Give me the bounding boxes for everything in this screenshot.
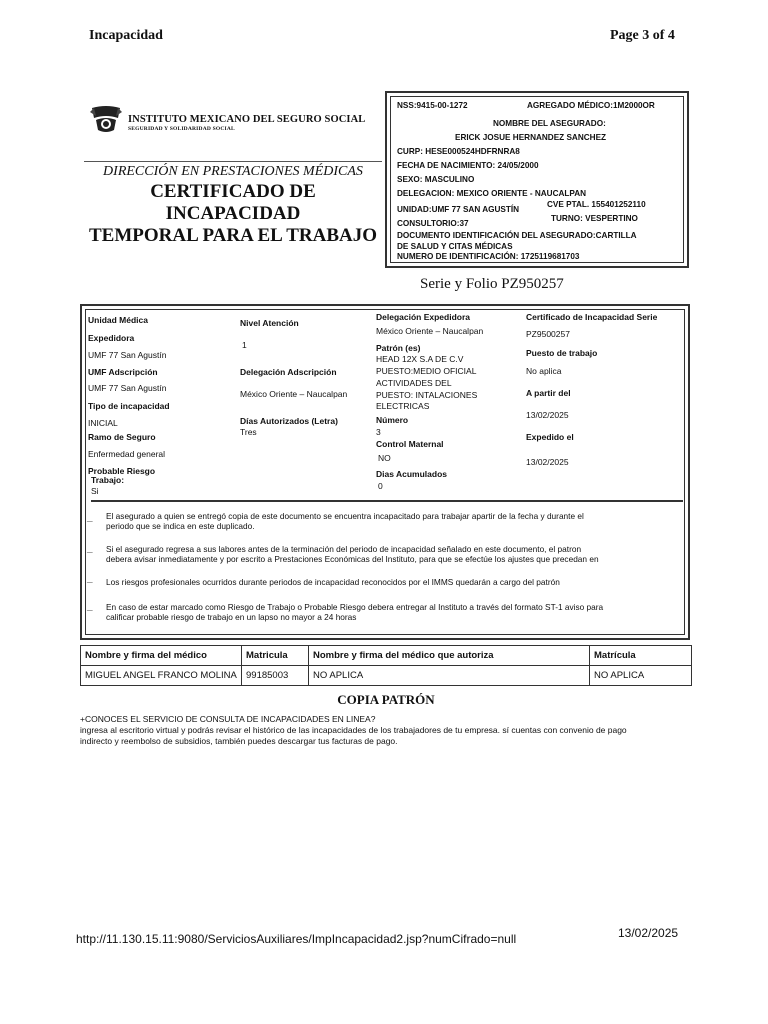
promo-line3: indirecto y reembolso de subsidios, también puedes descargar tus facturas de pago. (80, 736, 398, 746)
umf-value: UMF 77 San Agustín (88, 383, 167, 393)
nivel-label: Nivel Atención (240, 318, 299, 328)
promo-line2: ingresa al escritorio virtual y podrás revisar el histórico de las incapacidades de los trabajadores de tu empresa. sí cuentas con convenio de pago (80, 725, 627, 735)
note-2-line2: debera avisar inmediatamente y por escrito a Prestaciones Económicas del Instituto, para que se efectúe los ajustes que precedan en (106, 554, 599, 564)
patron-value: HEAD 12X S.A DE C.V (376, 354, 464, 364)
actividades-line2: PUESTO: INTALACIONES (376, 390, 478, 400)
note-4 (106, 602, 603, 622)
doctor-name: MIGUEL ANGEL FRANCO MOLINA (81, 666, 242, 686)
actividades-line3: ELECTRICAS (376, 401, 430, 411)
delegacion-expedidora-label: Delegación Expedidora (376, 312, 470, 322)
apartir-value: 13/02/2025 (526, 410, 569, 420)
delegacion-adscripcion-value: México Oriente – Naucalpan (240, 389, 348, 399)
insured-info-box (385, 91, 689, 268)
dias-acumulados-label: Dias Acumulados (376, 469, 448, 479)
id-document-line1: DOCUMENTO IDENTIFICACIÓN DEL ASEGURADO:CARTILLA (397, 231, 637, 240)
imss-eagle-logo-icon (88, 104, 124, 136)
note-bullet-2: _ (87, 543, 93, 554)
note-1 (106, 511, 584, 531)
puesto-value: No aplica (526, 366, 562, 376)
note-bullet-4: _ (87, 601, 93, 612)
control-maternal-value: NO (378, 453, 391, 463)
id-document-line2: DE SALUD Y CITAS MÉDICAS (397, 242, 513, 251)
title-divider (84, 161, 382, 162)
cert-serie-value: PZ9500257 (526, 329, 570, 339)
page-indicator: Page 3 of 4 (610, 28, 675, 43)
signature-header-row (81, 646, 692, 666)
doctor-name-header: Nombre y firma del médico (81, 646, 242, 666)
tipo-label: Tipo de incapacidad (88, 401, 170, 411)
agregado-medico: AGREGADO MÉDICO:1M2000OR (527, 101, 655, 110)
numero-label: Número (376, 415, 409, 425)
delegacion-expedidora-value: México Oriente – Naucalpan (376, 326, 484, 336)
institution-subtitle: SEGURIDAD Y SOLIDARIDAD SOCIAL (128, 126, 235, 132)
curp: CURP: HESE000524HDFRNRA8 (397, 147, 520, 156)
doctor-matricula-header: Matricula (242, 646, 309, 666)
doctor-matricula: 99185003 (242, 666, 309, 686)
nivel-value: 1 (242, 340, 247, 350)
dias-autorizados-value: Tres (240, 427, 257, 437)
postal-code: CVE PTAL. 155401252110 (547, 200, 646, 209)
authorizing-matricula-header: Matrícula (590, 646, 692, 666)
expedido-value: 13/02/2025 (526, 457, 569, 467)
riesgo-label-line2: Trabajo: (91, 475, 125, 485)
actividades-line1: ACTIVIDADES DEL (376, 378, 452, 388)
institution-name: INSTITUTO MEXICANO DEL SEGURO SOCIAL (128, 114, 366, 125)
unidad-medica-label: Unidad Médica (88, 315, 148, 325)
signature-table (80, 645, 692, 686)
unit: UNIDAD:UMF 77 SAN AGUSTÍN (397, 205, 520, 214)
expedido-label: Expedido el (526, 432, 574, 442)
delegation: DELEGACION: MEXICO ORIENTE - NAUCALPAN (397, 189, 587, 198)
certificate-title-line2: TEMPORAL PARA EL TRABAJO (88, 225, 378, 246)
authorizing-doctor: NO APLICA (309, 666, 590, 686)
patron-label: Patrón (es) (376, 343, 421, 353)
dias-acumulados-value: 0 (378, 481, 383, 491)
footer-date: 13/02/2025 (618, 926, 679, 940)
header-title: Incapacidad (89, 28, 163, 43)
sex: SEXO: MASCULINO (397, 175, 475, 184)
expedidora-value: UMF 77 San Agustín (88, 350, 167, 360)
tipo-value: INICIAL (88, 418, 118, 428)
delegacion-adscripcion-label: Delegación Adscripción (240, 367, 337, 377)
consultorio: CONSULTORIO:37 (397, 219, 469, 228)
control-maternal-label: Control Maternal (376, 439, 444, 449)
expedidora-label: Expedidora (88, 333, 135, 343)
certificate-title-line1: CERTIFICADO DE INCAPACIDAD (150, 181, 316, 224)
note-4-line2: calificar probable riesgo de trabajo en un lapso no mayor a 24 horas (106, 612, 357, 622)
note-1-line1: El asegurado a quien se entregó copia de este documento se encuentra incapacitado para trabajar apartir de la fecha y durante el (106, 511, 584, 521)
cert-serie-label: Certificado de Incapacidad Serie (526, 312, 658, 322)
note-4-line1: En caso de estar marcado como Riesgo de Trabajo o Probable Riesgo debera entregar al Instituto a través del formato ST-1 aviso para (106, 602, 604, 612)
riesgo-label-line1: Probable Riesgo (88, 466, 156, 476)
signature-value-row (81, 666, 692, 686)
authorizing-doctor-header: Nombre y firma del médico que autoriza (309, 646, 590, 666)
note-2-line1: Si el asegurado regresa a sus labores antes de la terminación del periodo de incapacidad señalado en este documento, el patron (106, 544, 582, 554)
direction-heading: DIRECCIÓN EN PRESTACIONES MÉDICAS (103, 164, 363, 179)
ramo-label: Ramo de Seguro (88, 432, 156, 442)
insured-name-label: NOMBRE DEL ASEGURADO: (493, 119, 606, 128)
promo-text (80, 714, 690, 747)
insured-name: ERICK JOSUE HERNANDEZ SANCHEZ (455, 133, 607, 142)
footer-url: http://11.130.15.11:9080/ServiciosAuxiliares/ImpIncapacidad2.jsp?numCifrado=null (76, 932, 517, 946)
riesgo-value: Si (91, 486, 99, 496)
copy-label: COPIA PATRÓN (337, 692, 435, 707)
dias-autorizados-label: Días Autorizados (Letra) (240, 416, 338, 426)
note-2 (106, 544, 599, 564)
ramo-value: Enfermedad general (88, 449, 166, 459)
authorizing-matricula: NO APLICA (590, 666, 692, 686)
certificate-title (84, 181, 382, 247)
turno: TURNO: VESPERTINO (551, 214, 638, 223)
umf-label: UMF Adscripción (88, 367, 158, 377)
nss: NSS:9415-00-1272 (397, 101, 468, 110)
note-1-line2: periodo que se indica en este duplicado. (106, 521, 255, 531)
note-bullet-3: _ (87, 573, 93, 584)
puesto-medio-value: PUESTO:MEDIO OFICIAL (376, 366, 477, 376)
id-number: NUMERO DE IDENTIFICACIÓN: 1725119681703 (397, 252, 580, 261)
details-separator (91, 500, 683, 502)
note-bullet-1: _ (87, 512, 93, 523)
puesto-label: Puesto de trabajo (526, 348, 598, 358)
apartir-label: A partir del (526, 388, 571, 398)
promo-line1: +CONOCES EL SERVICIO DE CONSULTA DE INCAPACIDADES EN LINEA? (80, 714, 376, 724)
numero-value: 3 (376, 427, 381, 437)
note-3: Los riesgos profesionales ocurridos durante periodos de incapacidad reconocidos por el IMMS quedarán a cargo del patrón (106, 577, 560, 587)
serie-folio: Serie y Folio PZ950257 (420, 276, 564, 292)
birth-date: FECHA DE NACIMIENTO: 24/05/2000 (397, 161, 539, 170)
